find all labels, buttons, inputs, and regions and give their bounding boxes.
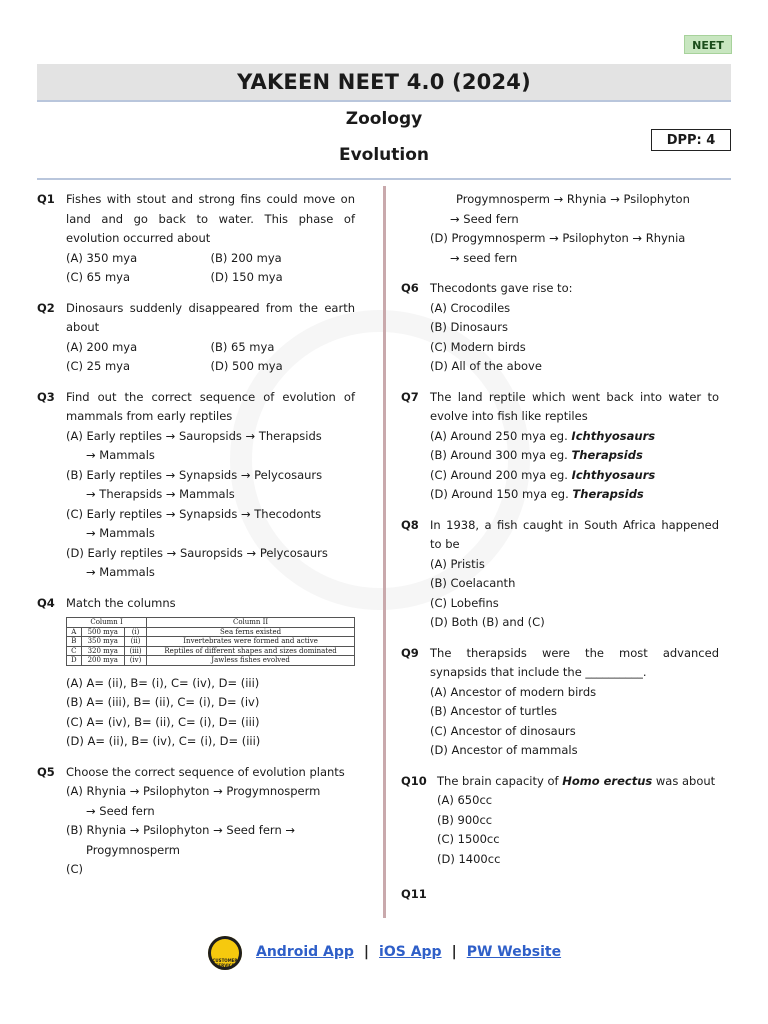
option-d-cont: → seed fern <box>450 250 518 265</box>
option-c-text: Progymnosperm → Rhynia → Psilophyton <box>456 192 690 206</box>
option-c: (C) 25 mya <box>66 359 131 373</box>
option-d: (D) 500 mya <box>210 359 283 373</box>
question-text: Dinosaurs suddenly disappeared from the earth about <box>66 300 355 334</box>
option-b: (B) Around 300 mya eg. Therapsids <box>430 448 643 462</box>
option-c: (C) <box>66 862 84 876</box>
footer <box>0 934 768 970</box>
option-c-cont: → Mammals <box>86 526 155 540</box>
question-text: Find out the correct sequence of evolution of mammals from early reptiles <box>66 389 355 423</box>
table-cell: (i) <box>124 627 146 637</box>
question-q4 <box>37 594 355 752</box>
table-cell: (iii) <box>124 646 146 656</box>
option-d: (D) Around 150 mya eg. Therapsids <box>430 487 644 501</box>
question-text: Thecodonts gave rise to: <box>430 281 573 295</box>
option-d: (D) Progymnosperm → Psilophyton → Rhynia <box>430 231 686 245</box>
table-cell: (iv) <box>124 656 146 666</box>
question-q6 <box>401 279 719 377</box>
option-a: (A) Crocodiles <box>430 300 511 315</box>
left-column <box>37 190 355 891</box>
page-title: YAKEEN NEET 4.0 (2024) <box>37 64 731 102</box>
question-text: In 1938, a fish caught in South Africa happened to be <box>430 517 719 551</box>
option-b-cont: → Therapsids → Mammals <box>86 487 235 501</box>
option-c-cont: → Seed fern <box>450 211 519 226</box>
option-a: (A) A= (ii), B= (i), C= (iv), D= (iii) <box>66 675 260 690</box>
question-q1 <box>37 190 355 288</box>
option-c: (C) Modern birds <box>430 339 526 354</box>
option-b: (B) Dinosaurs <box>430 320 508 334</box>
footer-links <box>256 944 561 960</box>
table-row <box>67 637 355 647</box>
question-text: Match the columns <box>66 595 176 610</box>
question-number: Q6 <box>401 281 419 295</box>
question-q5 <box>37 763 355 880</box>
option-d-cont: → Mammals <box>86 565 155 579</box>
option-b: (B) A= (iii), B= (ii), C= (i), D= (iv) <box>66 695 260 709</box>
separator: | <box>451 944 457 960</box>
option-c: (C) A= (iv), B= (ii), C= (i), D= (iii) <box>66 714 260 729</box>
option-a-cont: → Seed fern <box>86 803 155 818</box>
table-cell: B <box>67 637 82 647</box>
table-cell: Sea ferns existed <box>147 627 355 637</box>
table-cell: Jawless fishes evolved <box>147 656 355 666</box>
separator: | <box>363 944 370 960</box>
option-a: (A) Pristis <box>430 556 485 571</box>
table-header-column-1: Column I <box>67 618 147 628</box>
pw-website-link[interactable]: PW Website <box>466 944 562 960</box>
question-number: Q3 <box>37 389 55 404</box>
question-number: Q10 <box>401 773 427 788</box>
table-cell: Reptiles of different shapes and sizes dominated <box>147 646 355 656</box>
option-b: (B) Coelacanth <box>430 576 516 590</box>
question-q5-continued <box>401 190 719 268</box>
question-q10 <box>401 772 719 870</box>
android-app-link[interactable]: Android App <box>256 944 354 960</box>
option-a: (A) Ancestor of modern birds <box>430 684 597 699</box>
right-column <box>401 190 719 916</box>
option-d: (D) All of the above <box>430 359 542 373</box>
option-c: (C) 65 mya <box>66 270 131 284</box>
option-d: (D) 150 mya <box>210 270 283 284</box>
option-a: (A) 200 mya <box>66 339 138 354</box>
customer-service-icon[interactable]: CUSTOMER SERVICE <box>208 936 242 970</box>
option-d: (D) A= (ii), B= (iv), C= (i), D= (iii) <box>66 734 261 748</box>
option-c: (C) Ancestor of dinosaurs <box>430 723 576 738</box>
table-row <box>67 627 355 637</box>
option-b: (B) Ancestor of turtles <box>430 704 558 718</box>
option-b: (B) 65 mya <box>210 339 275 354</box>
table-cell: 350 mya <box>81 637 124 647</box>
question-text: The land reptile which went back into water to evolve into fish like reptiles <box>430 389 719 423</box>
option-a: (A) 350 mya <box>66 250 138 265</box>
question-number: Q5 <box>37 764 55 779</box>
question-q11 <box>401 885 719 905</box>
table-cell: 500 mya <box>81 627 124 637</box>
option-a: (A) 650cc <box>437 793 493 807</box>
question-q3 <box>37 388 355 583</box>
question-q9 <box>401 644 719 761</box>
option-c: (C) Around 200 mya eg. Ichthyosaurs <box>430 467 656 482</box>
question-number: Q1 <box>37 192 55 206</box>
table-header-column-2: Column II <box>147 618 355 628</box>
table-cell: 320 mya <box>81 646 124 656</box>
option-d: (D) 1400cc <box>437 851 501 866</box>
table-cell: 200 mya <box>81 656 124 666</box>
option-b-cont: Progymnosperm <box>86 842 180 857</box>
option-c: (C) Lobefins <box>430 595 499 610</box>
option-b: (B) Rhynia → Psilophyton → Seed fern → <box>66 823 296 837</box>
table-cell: D <box>67 656 82 666</box>
option-d: (D) Ancestor of mammals <box>430 743 578 757</box>
option-b: (B) Early reptiles → Synapsids → Pelycosaurs <box>66 467 323 482</box>
question-q7 <box>401 388 719 505</box>
option-d: (D) Early reptiles → Sauropsids → Pelycosaurs <box>66 545 328 560</box>
subject-heading: Zoology <box>345 109 423 129</box>
question-number: Q7 <box>401 389 419 404</box>
table-cell: Invertebrates were formed and active <box>147 637 355 647</box>
dpp-badge: DPP: 4 <box>651 129 731 151</box>
option-a: (A) Around 250 mya eg. Ichthyosaurs <box>430 428 656 443</box>
question-number: Q4 <box>37 595 55 610</box>
header-divider <box>37 178 731 180</box>
table-row <box>67 656 355 666</box>
chapter-heading: Evolution <box>338 145 430 165</box>
table-cell: A <box>67 627 82 637</box>
question-text: The therapsids were the most advanced synapsids that include the __________. <box>430 645 719 679</box>
question-number: Q2 <box>37 300 55 315</box>
option-d: (D) Both (B) and (C) <box>430 615 545 629</box>
option-b: (B) 200 mya <box>210 250 282 265</box>
exam-tag: NEET <box>684 35 732 54</box>
question-q2 <box>37 299 355 377</box>
question-number: Q8 <box>401 517 419 532</box>
option-a-cont: → Mammals <box>86 448 155 462</box>
question-q8 <box>401 516 719 633</box>
question-number: Q9 <box>401 645 419 660</box>
ios-app-link[interactable]: iOS App <box>379 944 442 960</box>
column-divider <box>383 186 386 918</box>
option-a: (A) Early reptiles → Sauropsids → Therapsids <box>66 428 322 443</box>
question-text: The brain capacity of Homo erectus was about <box>437 773 716 788</box>
match-table <box>66 617 355 666</box>
question-number: Q11 <box>401 887 427 901</box>
table-cell: C <box>67 646 82 656</box>
table-cell: (ii) <box>124 637 146 647</box>
option-a: (A) Rhynia → Psilophyton → Progymnosperm <box>66 784 321 798</box>
option-b: (B) 900cc <box>437 812 493 827</box>
option-c: (C) 1500cc <box>437 832 500 846</box>
question-text: Choose the correct sequence of evolution plants <box>66 764 345 779</box>
table-row <box>67 646 355 656</box>
question-text: Fishes with stout and strong fins could move on land and go back to water. This phase of evolution occurred about <box>66 192 355 245</box>
option-c: (C) Early reptiles → Synapsids → Thecodonts <box>66 506 322 521</box>
